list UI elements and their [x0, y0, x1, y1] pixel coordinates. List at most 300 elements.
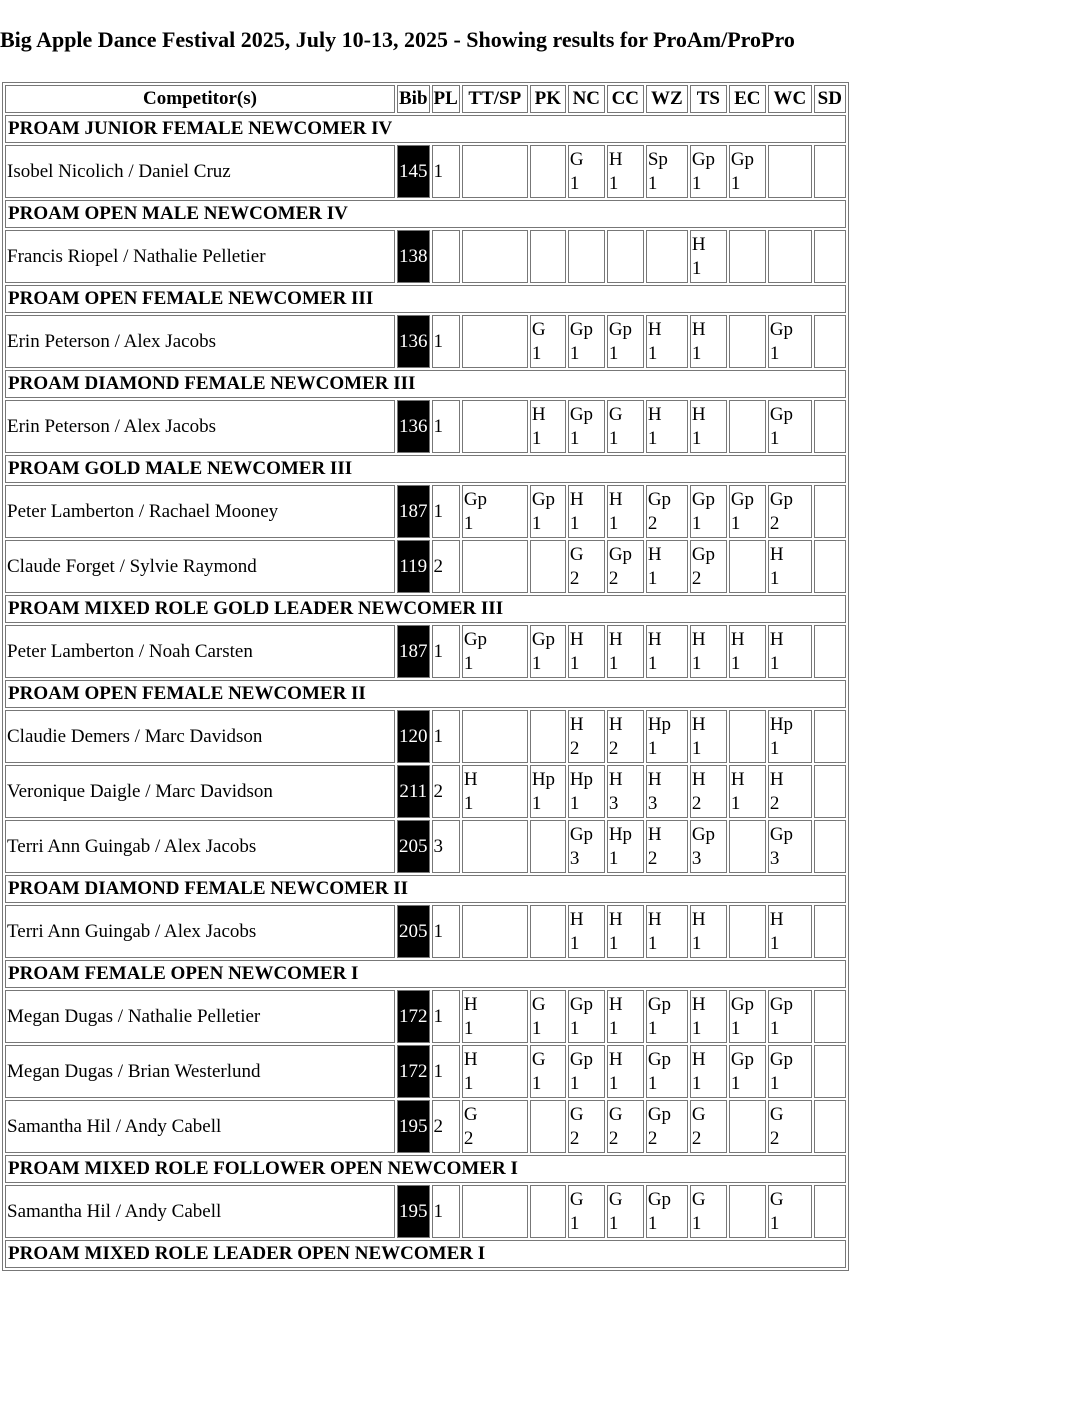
placement: 1: [432, 315, 460, 368]
score-rank: 1: [608, 847, 619, 869]
score-grade: Gp: [569, 993, 594, 1015]
score-cell-pk: [530, 540, 566, 593]
score-grade: Gp: [531, 488, 556, 510]
score-cell-pk: [530, 1185, 566, 1238]
score-rank: 1: [730, 1072, 741, 1094]
score-cell-ts: [690, 230, 727, 283]
competitor-row: [5, 625, 846, 678]
competitor-names: Samantha Hil / Andy Cabell: [5, 1185, 395, 1238]
score-cell-nc: [568, 990, 605, 1043]
score-grade: Gp: [691, 488, 716, 510]
score-cell-sd: [814, 710, 846, 763]
placement: 1: [432, 145, 460, 198]
score-rank: 1: [608, 652, 619, 674]
column-header-ec: EC: [729, 85, 766, 113]
score-grade: Gp: [608, 318, 633, 340]
score-cell-cc: [607, 145, 644, 198]
score-grade: H: [647, 908, 662, 930]
score-grade: H: [691, 993, 706, 1015]
category-title: PROAM OPEN FEMALE NEWCOMER II: [5, 680, 846, 708]
score-cell-tt-sp: [462, 710, 528, 763]
competitor-names: Veronique Daigle / Marc Davidson: [5, 765, 395, 818]
score-cell-cc: [607, 400, 644, 453]
score-rank: 1: [691, 1072, 702, 1094]
score-rank: 1: [769, 427, 780, 449]
score-cell-pk: [530, 145, 566, 198]
score-grade: Hp: [608, 823, 633, 845]
column-header-tt-sp: TT/SP: [462, 85, 528, 113]
bib-number: 195: [397, 1185, 430, 1238]
score-cell-wz: [646, 485, 688, 538]
score-rank: 1: [769, 1212, 780, 1234]
score-rank: 1: [531, 1017, 542, 1039]
score-rank: 1: [691, 1017, 702, 1039]
score-cell-wc: [768, 230, 812, 283]
competitor-row: [5, 1100, 846, 1153]
results-body: [5, 115, 846, 1268]
score-grade: G: [769, 1188, 784, 1210]
score-cell-ec: [729, 710, 766, 763]
score-grade: Gp: [647, 1103, 672, 1125]
category-title: PROAM DIAMOND FEMALE NEWCOMER III: [5, 370, 846, 398]
competitor-names: Peter Lamberton / Noah Carsten: [5, 625, 395, 678]
placement: 1: [432, 400, 460, 453]
score-cell-cc: [607, 990, 644, 1043]
score-grade: Gp: [769, 1048, 794, 1070]
score-cell-cc: [607, 625, 644, 678]
score-grade: H: [608, 713, 623, 735]
placement: 2: [432, 765, 460, 818]
score-cell-cc: [607, 1045, 644, 1098]
score-rank: 1: [463, 1072, 474, 1094]
competitor-row: [5, 230, 846, 283]
score-cell-tt-sp: [462, 1045, 528, 1098]
score-grade: Gp: [769, 993, 794, 1015]
score-rank: 1: [531, 652, 542, 674]
placement: [432, 230, 460, 283]
category-row: [5, 200, 846, 228]
score-rank: 1: [463, 792, 474, 814]
score-rank: 1: [769, 932, 780, 954]
score-grade: Gp: [730, 488, 755, 510]
placement: 2: [432, 1100, 460, 1153]
score-cell-nc: [568, 1100, 605, 1153]
placement: 1: [432, 1045, 460, 1098]
column-header-nc: NC: [568, 85, 605, 113]
score-cell-wc: [768, 765, 812, 818]
score-grade: H: [569, 628, 584, 650]
score-rank: 1: [730, 1017, 741, 1039]
competitor-names: Peter Lamberton / Rachael Mooney: [5, 485, 395, 538]
score-cell-ts: [690, 315, 727, 368]
score-cell-tt-sp: [462, 485, 528, 538]
score-grade: Gp: [769, 403, 794, 425]
score-cell-cc: [607, 710, 644, 763]
category-title: PROAM MIXED ROLE FOLLOWER OPEN NEWCOMER I: [5, 1155, 846, 1183]
score-grade: Gp: [569, 318, 594, 340]
competitor-names: Terri Ann Guingab / Alex Jacobs: [5, 820, 395, 873]
score-grade: H: [769, 628, 784, 650]
score-rank: 1: [769, 652, 780, 674]
score-grade: G: [531, 318, 546, 340]
score-cell-ec: [729, 1185, 766, 1238]
bib-number: 187: [397, 485, 430, 538]
score-cell-wc: [768, 1185, 812, 1238]
score-grade: Gp: [463, 488, 488, 510]
competitor-names: Terri Ann Guingab / Alex Jacobs: [5, 905, 395, 958]
score-cell-cc: [607, 230, 644, 283]
score-rank: 2: [647, 847, 658, 869]
score-grade: H: [608, 628, 623, 650]
score-rank: 1: [569, 1072, 580, 1094]
competitor-row: [5, 820, 846, 873]
score-grade: H: [647, 768, 662, 790]
score-cell-nc: [568, 765, 605, 818]
score-cell-cc: [607, 820, 644, 873]
score-rank: 1: [647, 737, 658, 759]
score-grade: Gp: [769, 318, 794, 340]
bib-number: 138: [397, 230, 430, 283]
competitor-names: Erin Peterson / Alex Jacobs: [5, 400, 395, 453]
score-cell-tt-sp: [462, 990, 528, 1043]
score-rank: 2: [769, 512, 780, 534]
category-row: [5, 1240, 846, 1268]
competitor-row: [5, 1045, 846, 1098]
score-grade: Sp: [647, 148, 668, 170]
score-cell-sd: [814, 820, 846, 873]
score-cell-wc: [768, 710, 812, 763]
category-row: [5, 370, 846, 398]
score-cell-tt-sp: [462, 540, 528, 593]
placement: 2: [432, 540, 460, 593]
score-rank: 1: [769, 737, 780, 759]
score-cell-ec: [729, 1100, 766, 1153]
score-rank: 1: [531, 792, 542, 814]
score-rank: 1: [608, 427, 619, 449]
score-cell-pk: [530, 765, 566, 818]
score-grade: G: [691, 1103, 706, 1125]
score-cell-sd: [814, 905, 846, 958]
score-cell-wz: [646, 990, 688, 1043]
score-cell-sd: [814, 1185, 846, 1238]
score-cell-wz: [646, 540, 688, 593]
score-grade: Gp: [691, 823, 716, 845]
score-grade: Gp: [730, 1048, 755, 1070]
score-rank: 1: [730, 652, 741, 674]
score-cell-cc: [607, 1185, 644, 1238]
score-cell-nc: [568, 145, 605, 198]
score-grade: H: [608, 488, 623, 510]
score-rank: 1: [691, 257, 702, 279]
score-cell-pk: [530, 1045, 566, 1098]
score-grade: Gp: [647, 488, 672, 510]
score-rank: 1: [647, 652, 658, 674]
score-grade: H: [647, 403, 662, 425]
score-rank: 1: [569, 1017, 580, 1039]
score-rank: 2: [647, 1127, 658, 1149]
score-cell-ts: [690, 1045, 727, 1098]
score-grade: H: [569, 908, 584, 930]
score-cell-wc: [768, 820, 812, 873]
score-rank: 1: [608, 1017, 619, 1039]
score-cell-nc: [568, 1045, 605, 1098]
score-rank: 1: [531, 342, 542, 364]
score-cell-ec: [729, 905, 766, 958]
score-grade: G: [569, 1103, 584, 1125]
score-grade: H: [608, 993, 623, 1015]
score-cell-ec: [729, 315, 766, 368]
score-rank: 1: [691, 652, 702, 674]
score-rank: 1: [569, 342, 580, 364]
score-cell-ts: [690, 400, 727, 453]
score-rank: 2: [569, 737, 580, 759]
placement: 1: [432, 990, 460, 1043]
bib-number: 187: [397, 625, 430, 678]
score-rank: 1: [531, 1072, 542, 1094]
score-rank: 1: [691, 932, 702, 954]
score-rank: 1: [569, 512, 580, 534]
score-cell-pk: [530, 315, 566, 368]
score-grade: H: [608, 768, 623, 790]
column-header-ts: TS: [690, 85, 727, 113]
score-grade: G: [463, 1103, 478, 1125]
score-rank: 2: [691, 792, 702, 814]
score-rank: 2: [691, 1127, 702, 1149]
score-cell-sd: [814, 990, 846, 1043]
score-grade: H: [647, 823, 662, 845]
competitor-row: [5, 990, 846, 1043]
score-grade: H: [647, 543, 662, 565]
score-grade: Gp: [769, 823, 794, 845]
score-cell-wz: [646, 315, 688, 368]
score-cell-wc: [768, 625, 812, 678]
score-cell-wz: [646, 765, 688, 818]
competitor-names: Megan Dugas / Brian Westerlund: [5, 1045, 395, 1098]
score-cell-pk: [530, 820, 566, 873]
score-grade: Hp: [647, 713, 672, 735]
score-grade: Hp: [769, 713, 794, 735]
score-cell-pk: [530, 400, 566, 453]
score-grade: G: [531, 1048, 546, 1070]
score-cell-wz: [646, 400, 688, 453]
score-cell-sd: [814, 485, 846, 538]
score-cell-wz: [646, 1100, 688, 1153]
score-rank: 1: [569, 172, 580, 194]
score-rank: 2: [647, 512, 658, 534]
competitor-row: [5, 1185, 846, 1238]
category-title: PROAM DIAMOND FEMALE NEWCOMER II: [5, 875, 846, 903]
score-cell-wz: [646, 905, 688, 958]
category-title: PROAM MIXED ROLE LEADER OPEN NEWCOMER I: [5, 1240, 846, 1268]
score-grade: G: [608, 1188, 623, 1210]
score-cell-tt-sp: [462, 400, 528, 453]
score-cell-nc: [568, 820, 605, 873]
score-cell-ts: [690, 625, 727, 678]
competitor-row: [5, 315, 846, 368]
score-grade: Gp: [730, 148, 755, 170]
score-cell-wz: [646, 145, 688, 198]
score-cell-pk: [530, 230, 566, 283]
score-cell-ec: [729, 765, 766, 818]
score-grade: H: [769, 543, 784, 565]
score-rank: 1: [691, 512, 702, 534]
bib-number: 205: [397, 905, 430, 958]
score-cell-ts: [690, 1185, 727, 1238]
score-rank: 1: [647, 172, 658, 194]
score-cell-ts: [690, 485, 727, 538]
category-row: [5, 1155, 846, 1183]
score-cell-wz: [646, 230, 688, 283]
score-cell-ec: [729, 400, 766, 453]
score-cell-ec: [729, 820, 766, 873]
score-rank: 1: [531, 427, 542, 449]
score-cell-sd: [814, 145, 846, 198]
score-cell-ts: [690, 710, 727, 763]
score-grade: H: [691, 403, 706, 425]
column-header-wz: WZ: [646, 85, 688, 113]
category-row: [5, 960, 846, 988]
score-rank: 1: [608, 342, 619, 364]
score-cell-wz: [646, 710, 688, 763]
competitor-row: [5, 905, 846, 958]
category-row: [5, 680, 846, 708]
score-grade: H: [569, 713, 584, 735]
score-cell-tt-sp: [462, 315, 528, 368]
score-grade: H: [647, 628, 662, 650]
category-row: [5, 115, 846, 143]
score-cell-ts: [690, 540, 727, 593]
score-rank: 3: [691, 847, 702, 869]
column-header-sd: SD: [814, 85, 846, 113]
score-rank: 1: [647, 1212, 658, 1234]
score-cell-tt-sp: [462, 1185, 528, 1238]
score-rank: 1: [608, 1212, 619, 1234]
category-title: PROAM OPEN FEMALE NEWCOMER III: [5, 285, 846, 313]
score-cell-pk: [530, 905, 566, 958]
score-grade: Gp: [608, 543, 633, 565]
score-grade: Gp: [569, 403, 594, 425]
score-grade: Hp: [569, 768, 594, 790]
score-cell-wc: [768, 485, 812, 538]
score-rank: 2: [691, 567, 702, 589]
score-grade: Gp: [463, 628, 488, 650]
score-cell-ec: [729, 625, 766, 678]
score-cell-ec: [729, 990, 766, 1043]
score-rank: 1: [691, 427, 702, 449]
score-grade: H: [769, 768, 784, 790]
results-table: [2, 82, 849, 1271]
score-cell-sd: [814, 230, 846, 283]
score-grade: Gp: [730, 993, 755, 1015]
score-cell-ec: [729, 1045, 766, 1098]
score-cell-ts: [690, 765, 727, 818]
placement: 1: [432, 1185, 460, 1238]
score-grade: Gp: [647, 1048, 672, 1070]
score-grade: G: [691, 1188, 706, 1210]
score-cell-pk: [530, 990, 566, 1043]
score-rank: 1: [769, 1072, 780, 1094]
competitor-names: Isobel Nicolich / Daniel Cruz: [5, 145, 395, 198]
score-rank: 1: [691, 737, 702, 759]
score-grade: H: [691, 1048, 706, 1070]
column-header-bib: Bib: [397, 85, 430, 113]
score-rank: 3: [608, 792, 619, 814]
category-row: [5, 875, 846, 903]
score-cell-pk: [530, 625, 566, 678]
score-cell-sd: [814, 765, 846, 818]
score-cell-nc: [568, 230, 605, 283]
category-title: PROAM MIXED ROLE GOLD LEADER NEWCOMER III: [5, 595, 846, 623]
score-cell-nc: [568, 710, 605, 763]
score-rank: 1: [463, 1017, 474, 1039]
score-cell-sd: [814, 315, 846, 368]
score-cell-ts: [690, 1100, 727, 1153]
score-rank: 1: [730, 792, 741, 814]
competitor-names: Megan Dugas / Nathalie Pelletier: [5, 990, 395, 1043]
score-rank: 2: [608, 737, 619, 759]
competitor-row: [5, 765, 846, 818]
category-title: PROAM OPEN MALE NEWCOMER IV: [5, 200, 846, 228]
score-cell-wc: [768, 145, 812, 198]
score-cell-wc: [768, 1100, 812, 1153]
bib-number: 136: [397, 400, 430, 453]
column-header-wc: WC: [768, 85, 812, 113]
score-rank: 1: [569, 427, 580, 449]
score-grade: H: [769, 908, 784, 930]
score-grade: H: [463, 768, 478, 790]
score-cell-ec: [729, 485, 766, 538]
score-rank: 1: [608, 932, 619, 954]
score-grade: Hp: [531, 768, 556, 790]
score-cell-nc: [568, 400, 605, 453]
score-cell-sd: [814, 540, 846, 593]
placement: 1: [432, 625, 460, 678]
score-grade: Gp: [691, 543, 716, 565]
column-header-competitors: Competitor(s): [5, 85, 395, 113]
score-grade: H: [730, 628, 745, 650]
score-grade: H: [608, 1048, 623, 1070]
score-rank: 1: [730, 172, 741, 194]
competitor-names: Claude Forget / Sylvie Raymond: [5, 540, 395, 593]
score-cell-ec: [729, 230, 766, 283]
competitor-row: [5, 485, 846, 538]
score-rank: 1: [531, 512, 542, 534]
category-row: [5, 595, 846, 623]
score-rank: 1: [769, 342, 780, 364]
page-title: Big Apple Dance Festival 2025, July 10-13, 2025 - Showing results for ProAm/ProPro: [0, 27, 795, 52]
score-cell-nc: [568, 540, 605, 593]
competitor-row: [5, 145, 846, 198]
score-rank: 1: [647, 567, 658, 589]
score-rank: 1: [569, 1212, 580, 1234]
score-cell-cc: [607, 765, 644, 818]
score-cell-tt-sp: [462, 145, 528, 198]
placement: 1: [432, 710, 460, 763]
score-cell-nc: [568, 485, 605, 538]
column-header-cc: CC: [607, 85, 644, 113]
score-grade: H: [691, 318, 706, 340]
score-cell-ts: [690, 820, 727, 873]
placement: 3: [432, 820, 460, 873]
score-cell-pk: [530, 1100, 566, 1153]
score-grade: H: [531, 403, 546, 425]
score-cell-tt-sp: [462, 905, 528, 958]
score-grade: Gp: [647, 993, 672, 1015]
score-cell-ts: [690, 905, 727, 958]
score-rank: 1: [691, 1212, 702, 1234]
score-grade: H: [691, 908, 706, 930]
score-grade: G: [769, 1103, 784, 1125]
